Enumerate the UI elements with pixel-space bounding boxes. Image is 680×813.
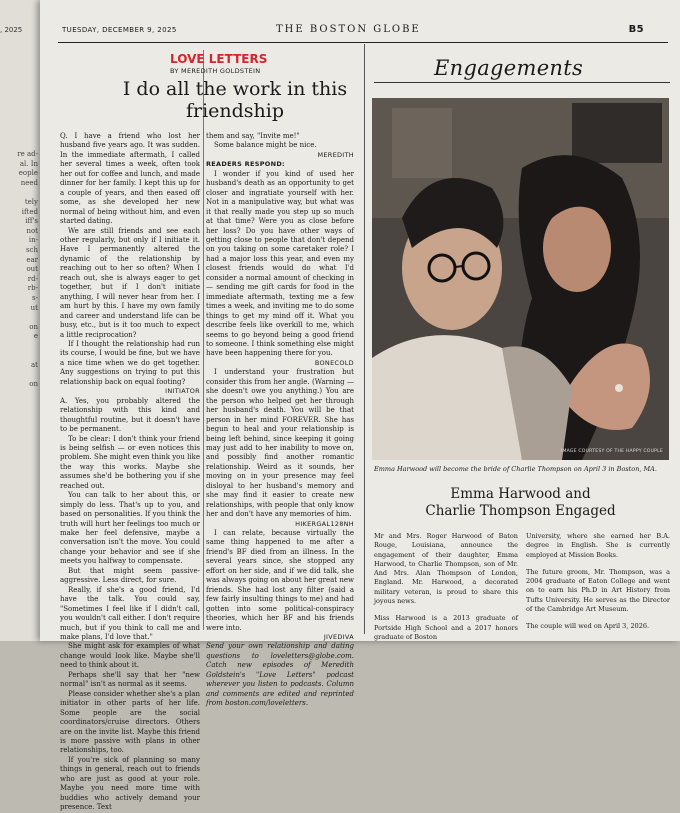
engagement-paragraph: Miss Harwood is a 2013 graduate of Portside High School and a 2017 honors graduate of Boston <box>374 614 518 641</box>
advice-column-text-2 <box>206 132 354 709</box>
column-paragraph: Please consider whether she's a plan initiator in other parts of her life. Some people are the social coordinators/cruise directors. Others are on the invite list. Maybe this friend is more passive with plans in other relationships, too. <box>60 689 200 755</box>
engagements-rule <box>374 82 670 83</box>
column-divider <box>203 50 204 630</box>
column-kicker: LOVE LETTERS <box>170 52 268 66</box>
column-paragraph: If I thought the relationship had run its course, I would be fine, but we have a nice time when we do get together. Any suggestions on trying to put this relationship back on equal footing? <box>60 339 200 386</box>
column-paragraph: MEREDITH <box>317 150 354 159</box>
column-paragraph: Really, if she's a good friend, I'd have the talk. You could say, "Sometimes I feel like if I didn't call, you wouldn't call either. I don't require much, but if you think to call me and make plans, I'd love that." <box>60 585 200 642</box>
engagement-headline-line-1: Emma Harwood and <box>450 486 591 502</box>
column-paragraph: We are still friends and see each other regularly, but only if I initiate it. Have I permanently altered the dynamic of the relationship by reaching out to her so often? When I reach out, she is always eager to get together, but if I don't initiate anything, I will never hear from her. I am hurt by this. I have my own family and career and understand life can be busy, etc., but is it too much to expect a little reciprocation? <box>60 226 200 339</box>
column-paragraph: I understand your frustration but consider this from her angle. (Warning — she doesn't owe you anything.) You are the person who helped get her through her husband's death. You will be that person in her mind FOREVER. She has begun to heal and your relationship is being left behind, since keeping it going may just add to her inability to move on, and possibly find another romantic relationship. Weird as it sounds, her moving on in your presence may feel disloyal to her husband's memory and she may find it easier to create new relationships, with people that only know her and don't have any memories of him. <box>206 368 354 519</box>
column-paragraph: Send your own relationship and dating questions to loveletters@globe.com. Catch new episodes of Meredith Goldstein's "Love Letters" podcast wherever you listen to podcasts. Column and comments are edited and reprinted from boston.com/loveletters. <box>206 642 354 708</box>
adjacent-page-edge <box>0 0 40 641</box>
engagement-paragraph: The future groom, Mr. Thompson, was a 2004 graduate of Eaton College and went on to earn his Ph.D in Art History from Tufts University. He serves as the Director of the Cambridge Art Museum. <box>526 567 670 614</box>
advice-column-text-1 <box>60 132 200 813</box>
column-paragraph: She might ask for examples of what change would look like. Maybe she'll need to think about it. <box>60 642 200 670</box>
engagement-headline <box>372 486 669 520</box>
column-paragraph: them and say, "Invite me!" <box>206 132 300 140</box>
running-head <box>40 22 680 40</box>
column-paragraph: A. Yes, you probably altered the relationship with this kind and thoughtful routine, but it doesn't have to be permanent. <box>60 396 200 434</box>
engagement-paragraph: Mr and Mrs. Roger Harwood of Baton Rouge, Louisiana, announce the engagement of their daughter, Emma Harwood, to Charlie Thompson, son of Mr. And Mrs. Alan Thompson of London, England. Mr. Harwood, a decorated military veteran, is proud to share this joyous news. <box>374 532 518 606</box>
header-rule <box>58 42 668 43</box>
column-byline: BY MEREDITH GOLDSTEIN <box>170 67 261 75</box>
engagement-body-text-1 <box>374 532 518 650</box>
column-paragraph: Some balance might be nice. <box>214 141 317 150</box>
column-paragraph: I wonder if you kind of used her husband's death as an opportunity to get closer and ingratiate yourself with her. Not in a manipulative way, but what was it that really made you step up so much at that time? Were you as close before her loss? Do you have other ways of getting close to people that don't depend on you taking on some caretaker role? I had a major loss this year, and even my closest friends would do what I'd consider a normal amount of checking in — sending me gift cards for food in the immediate aftermath, texting me a few times a week, and inviting me to do some things to get my mind off it. What you describe feels like overkill to me, which seems to go beyond being a good friend to someone. I think something else might have been happening there for you. <box>206 169 354 358</box>
engagement-body-text-2 <box>526 532 670 640</box>
column-paragraph: To be clear: I don't think your friend is being selfish — or even notices this problem. She might even think you like the way this works. Maybe she assumes she'd be bothering you if she reached out. <box>60 434 200 490</box>
page-number: B5 <box>628 24 644 35</box>
column-paragraph: Q. I have a friend who lost her husband five years ago. It was sudden. In the immediate aftermath, I called her several times a week, often took her out for coffee and lunch, and made dinner for her family. I kept this up for a couple of years, and then eased off some, as she developed her new normal of being without him, and even started dating. <box>60 132 200 226</box>
column-headline: I do all the work in this friendship <box>122 78 348 122</box>
engagements-section-title: Engagements <box>434 56 584 80</box>
adjacent-page-date: , 2025 <box>0 26 23 34</box>
issue-date: TUESDAY, DECEMBER 9, 2025 <box>62 26 177 34</box>
section-divider <box>364 44 365 634</box>
column-paragraph: But that might seem passive-aggressive. Less direct, for sure. <box>60 566 200 585</box>
couple-photo-illustration <box>372 98 669 460</box>
couple-photo <box>372 98 669 460</box>
column-paragraph: INITIATOR <box>165 387 200 396</box>
photo-caption: Emma Harwood will become the bride of Charlie Thompson on April 3 in Boston, MA. <box>374 465 657 473</box>
engagement-paragraph: The couple will wed on April 3, 2026. <box>526 622 650 631</box>
masthead-title: THE BOSTON GLOBE <box>276 24 421 35</box>
newspaper-page <box>40 0 680 812</box>
column-paragraph: If you're sick of planning so many things in general, reach out to friends who are just as good at your role. Maybe you need more time with buddies who actively demand your presence. Text <box>60 755 200 812</box>
column-paragraph: JIVEDIVA <box>323 633 354 642</box>
engagement-headline-line-2: Charlie Thompson Engaged <box>425 503 616 519</box>
photo-credit: IMAGE COURTESY OF THE HAPPY COUPLE <box>560 449 663 454</box>
column-paragraph: I can relate, because virtually the same thing happened to me after a friend's BF died from an illness. In the several years since, she stopped any effort on her side, and if we did talk, she was always going on about her great new friends. She had lost any filter (said a few fairly insulting things to me) and had gotten into some political-conspiracy theories, which her BF and his friends were into. <box>206 529 354 632</box>
engagement-paragraph: University, where she earned her B.A. degree in English. She is currently employed at Mission Books. <box>526 532 670 559</box>
column-paragraph: READERS RESPOND: <box>206 160 285 169</box>
column-paragraph: Perhaps she'll say that her "new normal" isn't as normal as it seems. <box>60 670 200 689</box>
column-paragraph: HIKERGAL128NH <box>295 519 354 528</box>
column-paragraph: BONECOLD <box>314 358 354 367</box>
adjacent-page-text: re ad- al. In eople need tely ifted iff's not in- sch ear out rd- rb- s- ut on e at on <box>17 150 38 389</box>
column-paragraph: You can talk to her about this, or simply do less. That's up to you, and based on personalities. If you think the truth will hurt her feelings too much or make her feel defensive, maybe a conversation isn't the move. You could change your behavior and see if she meets you halfway to compensate. <box>60 491 200 566</box>
